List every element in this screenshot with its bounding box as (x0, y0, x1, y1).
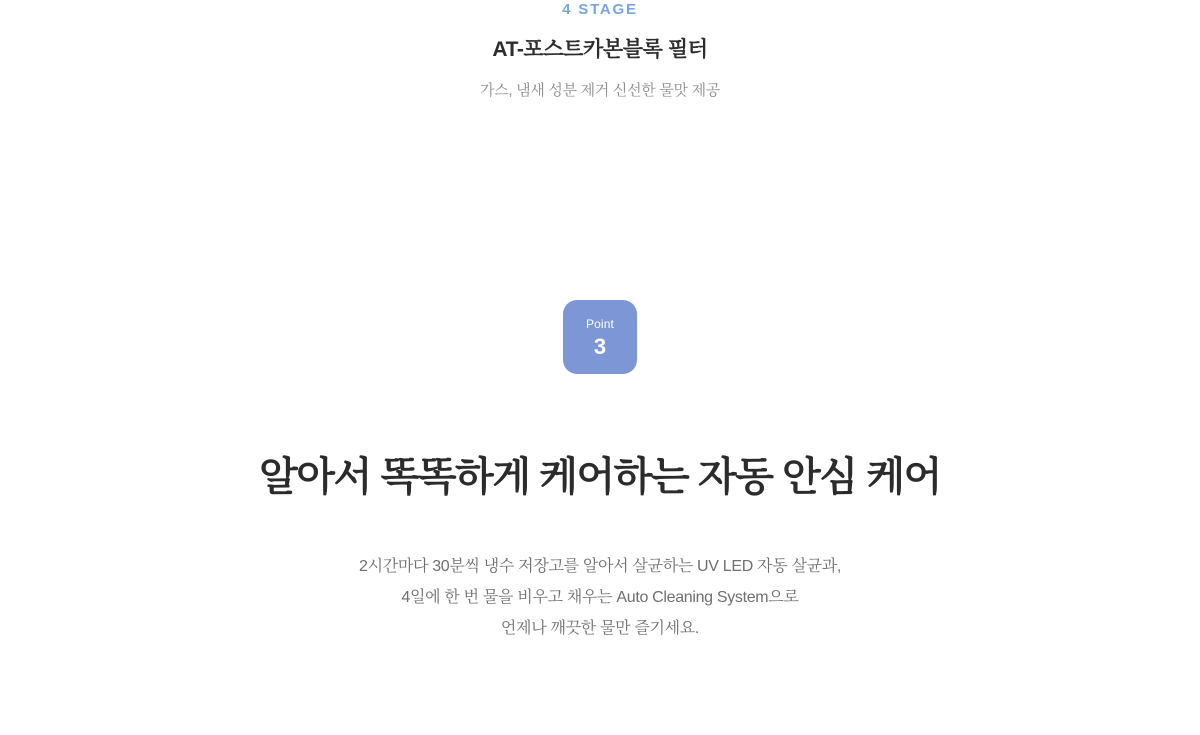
point-badge-container (0, 300, 1200, 374)
section-body-copy (0, 503, 1200, 644)
point-badge (563, 300, 637, 374)
body-copy-line-1: 2시간마다 30분씩 냉수 저장고를 알아서 살균하는 UV LED 자동 살균과, (358, 558, 841, 575)
body-copy-line-3: 언제나 깨끗한 물만 즐기세요. (500, 620, 700, 637)
filter-title: AT-포스트카본블록 필터 (492, 38, 708, 61)
filter-description: 가스, 냄새 성분 제거 신선한 물맛 제공 (480, 82, 720, 99)
body-copy-line-2: 4일에 한 번 물을 비우고 채우는 Auto Cleaning System으로 (401, 589, 799, 606)
filter-stage-label: 4 STAGE (562, 1, 638, 18)
point-badge-number: 3 (593, 334, 607, 359)
point-badge-label: Point (586, 317, 614, 331)
section-headline: 알아서 똑똑하게 케어하는 자동 안심 케어 (259, 455, 941, 499)
filter-stage-section (0, 0, 1200, 102)
